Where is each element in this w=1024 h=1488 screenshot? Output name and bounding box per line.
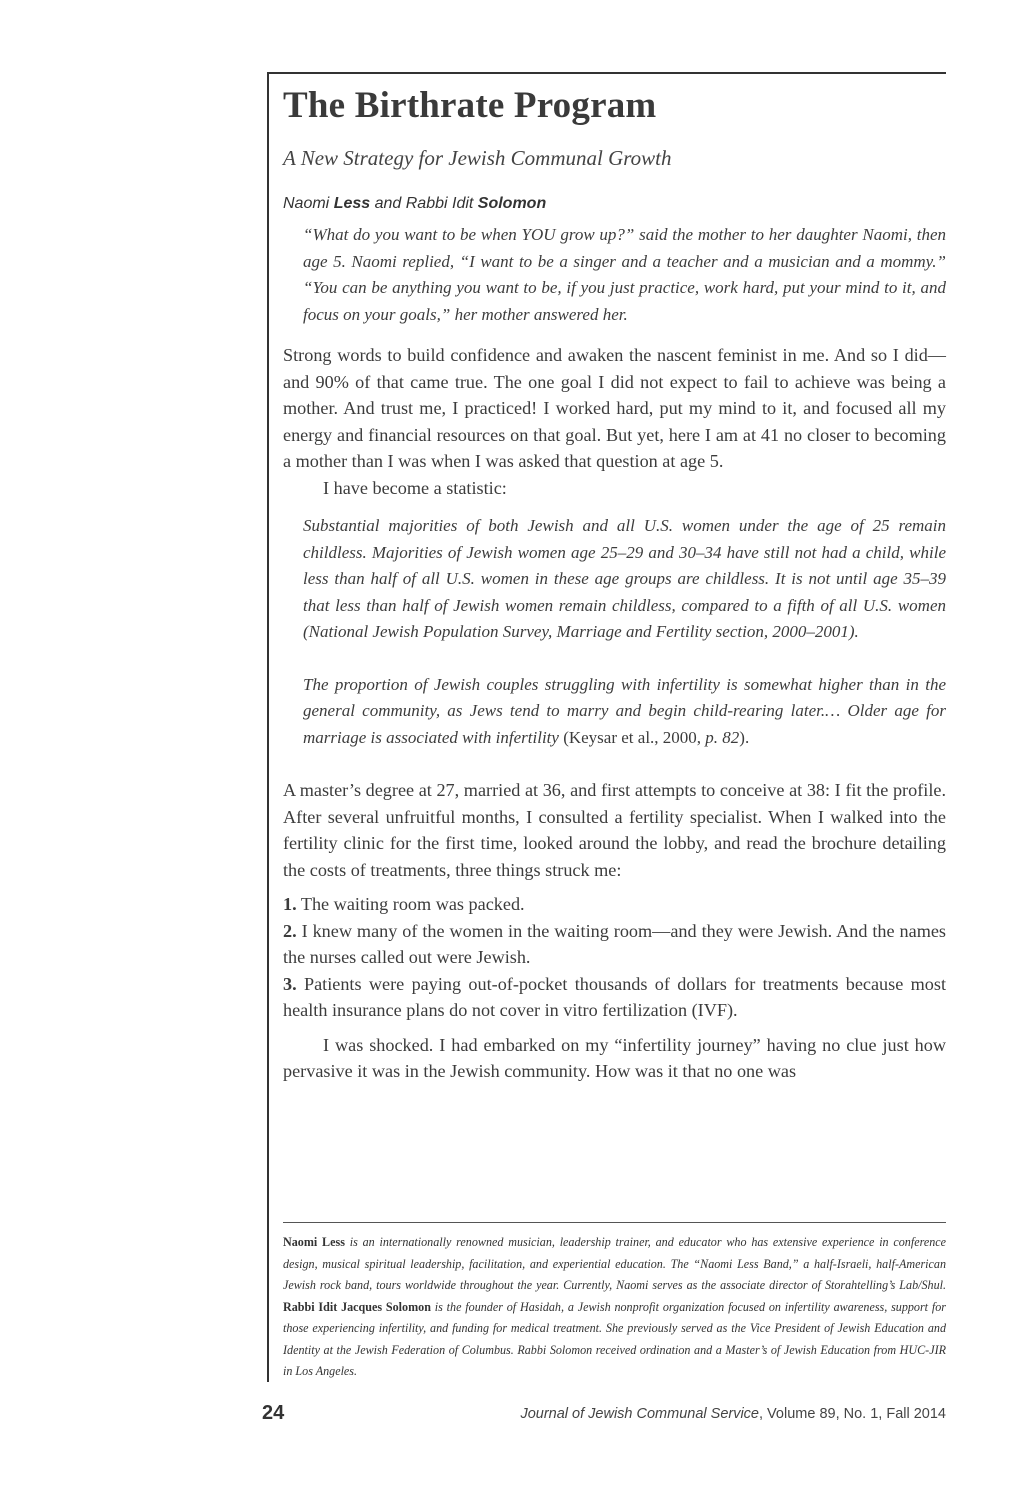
list-item — [283, 918, 946, 971]
byline-connector: and Rabbi Idit — [370, 195, 478, 212]
byline-first-given: Naomi — [283, 195, 334, 212]
footnote-name-2: Rabbi Idit Jacques Solomon — [283, 1299, 431, 1314]
journal-name: Journal of Jewish Communal Service — [520, 1406, 759, 1422]
list-item-number: 1. — [283, 894, 297, 914]
block-quote-2-cite: (Keysar et al., 2000, — [563, 727, 706, 747]
list-item-text: I knew many of the women in the waiting room—and they were Jewish. And the names the nurses called out were Jewish. — [283, 920, 946, 967]
numbered-list — [283, 891, 946, 1024]
footnote-bio-1: is an internationally renowned musician, leadership trainer, and educator who has extensive experience in conference design, musical spiritual leadership, facilitation, and experiential education. The “Naomi Less Band,” a half-Israeli, half-American Jewish rock band, tours worldwide throughout the year. Currently, Naomi serves as the associate director of Storahtelling’s Lab/Shul. — [283, 1235, 946, 1292]
article-title: The Birthrate Program — [283, 85, 657, 126]
list-item — [283, 891, 946, 918]
byline-first-surname: Less — [333, 195, 371, 212]
paragraph-2: I have become a statistic: — [323, 477, 507, 498]
footnote-rule — [283, 1222, 946, 1223]
byline — [283, 194, 946, 214]
paragraph-1: Strong words to build confidence and awaken the nascent feminist in me. And so I did—and 90% of that came true. The one goal I did not expect to fail to achieve was being a mother. And trust me, I practiced! I worked hard, put my mind to it, and focused all my energy and financial resources on that goal. But yet, here I am at 41 no closer to becoming a mother than I was when I was asked that question at age 5. — [283, 345, 946, 471]
article-subtitle: A New Strategy for Jewish Communal Growth — [283, 146, 672, 170]
header-rule — [267, 72, 946, 74]
footnote-bio-2: is the founder of Hasidah, a Jewish nonprofit organization focused on infertility awareness, support for those experiencing infertility, and funding for medical treatment. She previously served as the Vice President of Jewish Education and Identity at the Jewish Federation of Columbus. Rabbi Solomon received ordination and a Master’s of Jewish Education from HUC-JIR in Los Angeles. — [283, 1299, 946, 1378]
footnote-name-1: Naomi Less — [283, 1235, 345, 1249]
block-quote-2-text: The proportion of Jewish couples struggling with infertility is somewhat higher than in the general community, as Jews tend to marry and begin child-rearing later.… Older age for marriage is associated with infertility — [303, 674, 946, 747]
opening-quote: “What do you want to be when YOU grow up?” said the mother to her daughter Naomi, then age 5. Naomi replied, “I want to be a singer and a teacher and a musician and a mommy.” “You can be anything you want to be, if you just practice, work hard, put your mind to it, and focus on your goals,” her mother answered her. — [303, 225, 946, 324]
list-item — [283, 971, 946, 1024]
article-body — [283, 84, 946, 1085]
list-item-text: The waiting room was packed. — [296, 894, 525, 914]
margin-rule — [267, 72, 269, 1382]
byline-second-surname: Solomon — [477, 195, 547, 212]
paragraph-4: I was shocked. I had embarked on my “infertility journey” having no clue just how pervasive it was in the Jewish community. How was it that no one was — [283, 1034, 946, 1081]
paragraph-3: A master’s degree at 27, married at 36, and first attempts to conceive at 38: I fit the profile. After several unfruitful months, I consulted a fertility specialist. When I walked into the fertility clinic for the first time, looked around the lobby, and read the brochure detailing the costs of treatments, three things struck me: — [283, 780, 946, 880]
page-number: 24 — [262, 1402, 285, 1424]
block-quote-2-page: p. 82 — [705, 727, 740, 747]
block-quote-2 — [303, 672, 946, 752]
list-item-number: 3. — [283, 973, 297, 994]
journal-issue: , Volume 89, No. 1, Fall 2014 — [759, 1406, 946, 1422]
author-footnote — [283, 1232, 946, 1383]
block-quote-2-end: ). — [739, 727, 750, 747]
list-item-text: Patients were paying out-of-pocket thousands of dollars for treatments because most health insurance plans do not cover in vitro fertilization (IVF). — [283, 973, 946, 1020]
list-item-number: 2. — [283, 920, 297, 941]
journal-citation — [520, 1406, 946, 1422]
block-quote-1: Substantial majorities of both Jewish and all U.S. women under the age of 25 remain childless. Majorities of Jewish women age 25–29 and 30–34 have still not had a child, while less than half of all U.S. women in these age groups are childless. It is not until age 35–39 that less than half of Jewish women remain childless, compared to a fifth of all U.S. women (National Jewish Population Survey, Marriage and Fertility section, 2000–2001). — [303, 516, 946, 641]
